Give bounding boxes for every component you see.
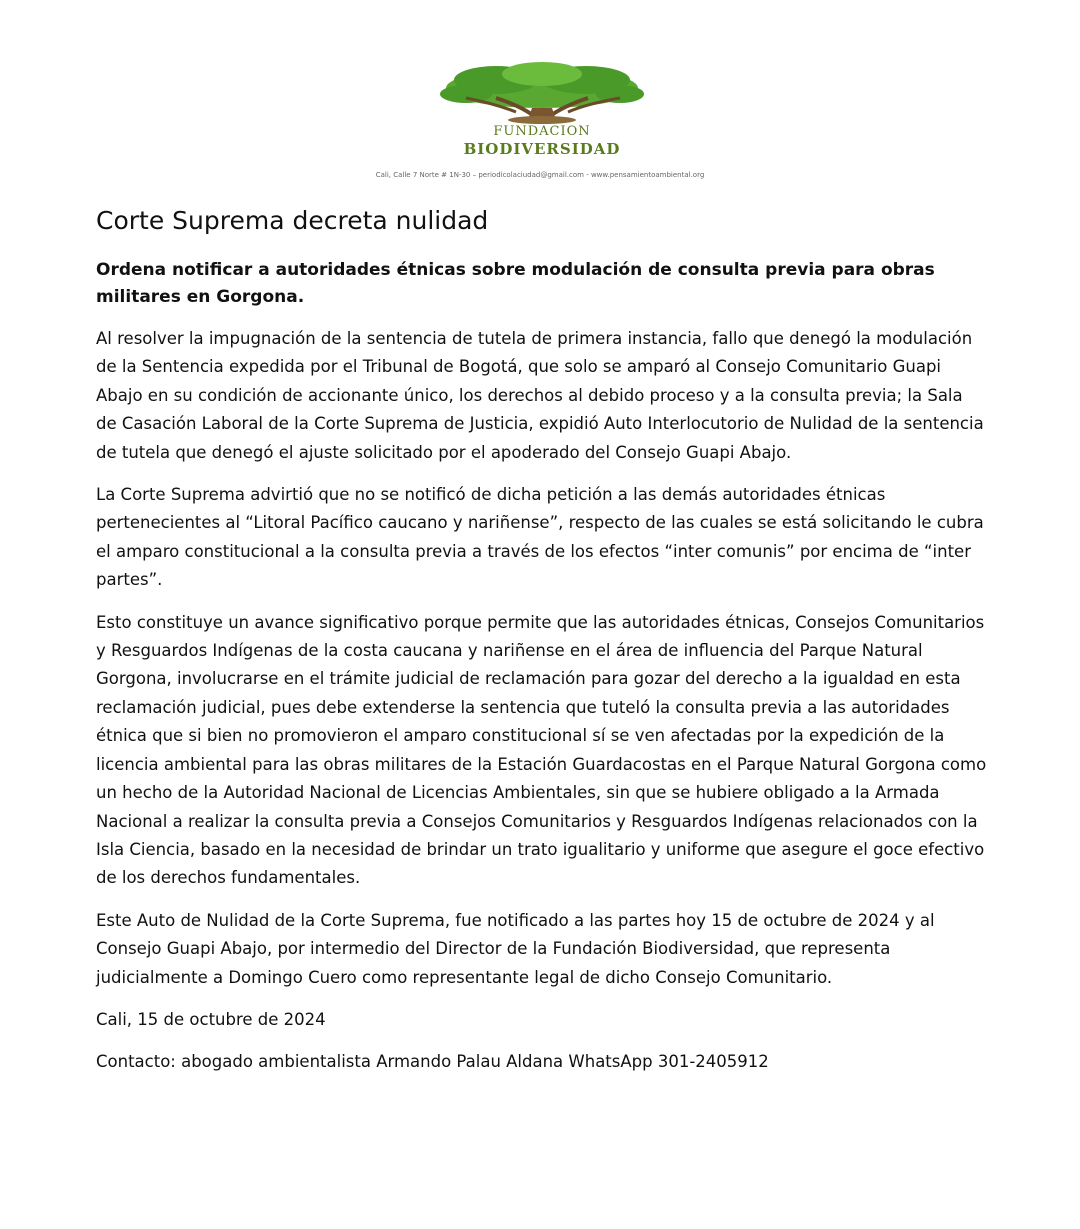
article-subheadline: Ordena notificar a autoridades étnicas sobre modulación de consulta previa para obras militares en Gorgona. <box>96 260 935 307</box>
letterhead-contact-line: Cali, Calle 7 Norte # 1N-30 – periodicolaciudad@gmail.com - www.pensamientoambiental.org <box>375 171 705 179</box>
letterhead <box>0 0 1080 195</box>
article-paragraph: Este Auto de Nulidad de la Corte Suprema, fue notificado a las partes hoy 15 de octubre de 2024 y al Consejo Guapi Abajo, por intermedio del Director de la Fundación Biodiversidad, que representa judicialmente a Domingo Cuero como representante legal de dicho Consejo Comunitario. <box>96 910 935 987</box>
article-paragraph: Esto constituye un avance significativo porque permite que las autoridades étnicas, Consejos Comunitarios y Resguardos Indígenas de la costa caucana y nariñense en el área de influencia del Parque Natural Gorgona, involucrarse en el trámite judicial de reclamación para gozar del derecho a la igualdad en esta reclamación judicial, pues debe extenderse la sentencia que tuteló la consulta previa a las autoridades étnica que si bien no promovieron el amparo constitucional sí se ven afectadas por la expedición de la licencia ambiental para las obras militares de la Estación Guardacostas en el Parque Natural Gorgona como un hecho de la Autoridad Nacional de Licencias Ambientales, sin que se hubiere obligado a la Armada Nacional a realizar la consulta previa a Consejos Comunitarios y Resguardos Indígenas relacionados con la Isla Ciencia, basado en la necesidad de brindar un trato igualitario y uniforme que asegure el goce efectivo de los derechos fundamentales. <box>96 612 987 888</box>
org-name-line1: FUNDACION <box>493 124 591 139</box>
article-paragraph: Al resolver la impugnación de la sentencia de tutela de primera instancia, fallo que denegó la modulación de la Sentencia expedida por el Tribunal de Bogotá, que solo se amparó al Consejo Comunitario Guapi Abajo en su condición de accionante único, los derechos al debido proceso y a la consulta previa; la Sala de Casación Laboral de la Corte Suprema de Justicia, expidió Auto Interlocutorio de Nulidad de la sentencia de tutela que denegó el ajuste solicitado por el apoderado del Consejo Guapi Abajo. <box>96 329 984 462</box>
date-line: Cali, 15 de octubre de 2024 <box>96 1009 326 1029</box>
article-paragraph: La Corte Suprema advirtió que no se notificó de dicha petición a las demás autoridades étnicas pertenecientes al “Litoral Pacífico caucano y nariñense”, respecto de las cuales se está solicitando le cubra el amparo constitucional a la consulta previa a través de los efectos “inter comunis” por encima de “inter partes”. <box>96 485 984 590</box>
contact-footer: Contacto: abogado ambientalista Armando Palau Aldana WhatsApp 301-2405912 <box>96 1051 769 1071</box>
org-name-line2: BIODIVERSIDAD <box>463 140 621 158</box>
article-headline: Corte Suprema decreta nulidad <box>96 206 489 235</box>
article <box>96 203 988 1090</box>
